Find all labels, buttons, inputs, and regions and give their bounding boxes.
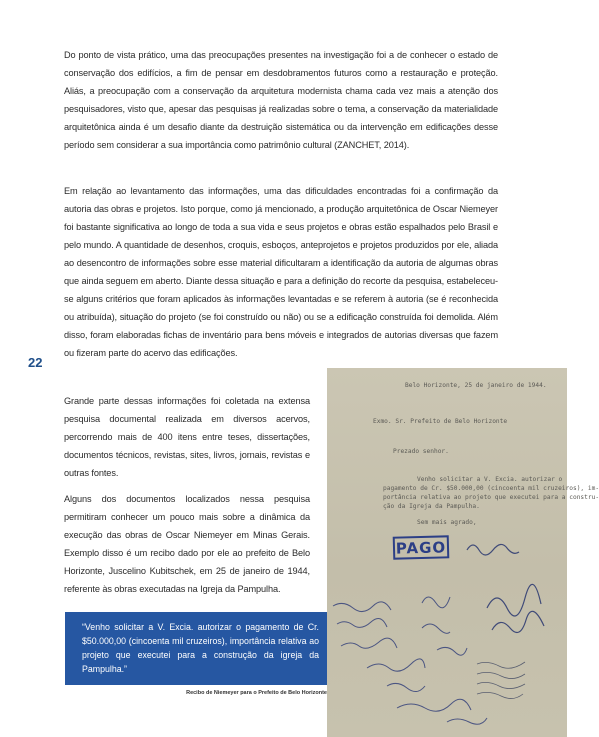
typed-line: Belo Horizonte, 25 de janeiro de 1944. bbox=[405, 382, 547, 389]
typed-line: pagamento de Cr. $50.000,00 (cincoenta mil cruzeiros), im- bbox=[383, 485, 599, 492]
typed-line: Prezado senhor. bbox=[393, 448, 449, 455]
typed-line: Exmo. Sr. Prefeito de Belo Horizonte bbox=[373, 418, 508, 425]
body-paragraph-1: Do ponto de vista prático, uma das preocupações presentes na investigação foi a de conhecer o estado de conservação dos edifícios, a fim de pensar em desdobramentos futuros como a restauração e proteção. Aliás, a preocupação com a conservação da arquitetura modernista chama cada vez mais a atenção dos pesquisadores, visto que, apesar das pesquisas já realizadas sobre o tema, a conservação da materialidade arquitetônica ainda é um desafio diante da destruição sistemática ou da intervenção em edificações desse período sem considerar a sua importância como patrimônio cultural (ZANCHET, 2014). bbox=[64, 50, 498, 150]
receipt-document-photo bbox=[327, 368, 599, 737]
body-paragraph-2: Em relação ao levantamento das informações, uma das dificuldades encontradas foi a confirmação da autoria das obras e projetos. Isto porque, como já mencionado, a produção arquitetônica de Oscar Niemeyer foi bastante significativa ao longo de toda a sua vida e seus projetos e obras estão espalhados pelo Brasil e pelo mundo. A quantidade de desenhos, croquis, esboços, anteprojetos e projetos produzidos por ele, aliada ao desencontro de informações sobre esse material dificultaram a identificação da autoria de algumas obras que ainda seguem em aberto. Diante dessa situação e para a definição do recorte da pesquisa, estabeleceu-se alguns critérios que foram aplicados às informações levantadas e se referem à autoria (se é reconhecida ou atribuída), situação do projeto (se foi construído ou não) ou se a edificação construída foi demolida. Além disso, foram elaboradas fichas de inventário para bens móveis e integrados de autorias diversas que fazem ou fizeram parte do acervo das edificações. bbox=[64, 186, 498, 358]
signature-scribbles bbox=[327, 368, 567, 737]
page-number: 22 bbox=[28, 355, 43, 370]
typed-line: Venho solicitar a V. Excia. autorizar o bbox=[417, 476, 563, 483]
pull-quote-text: “Venho solicitar a V. Excia. autorizar o pagamento de Cr. $50.000,00 (cincoenta mil cruzeiros), importância relativa ao projeto que executei para a construção da igreja da Pampulha.” bbox=[82, 622, 319, 674]
typed-line: ção da Igreja da Pampulha. bbox=[383, 503, 480, 510]
typed-line: portância relativa ao projeto que executei para a constru- bbox=[383, 494, 599, 501]
pago-stamp: PAGO bbox=[393, 535, 450, 559]
pull-quote-box bbox=[65, 612, 327, 685]
typed-line: Sem mais agrado, bbox=[417, 519, 477, 526]
image-caption: Recibo de Niemeyer para o Prefeito de Belo Horizonte bbox=[186, 690, 327, 696]
body-paragraph-4: Alguns dos documentos localizados nessa pesquisa permitiram conhecer um pouco mais sobre a dinâmica da execução das obras de Oscar Niemeyer em Minas Gerais. Exemplo disso é um recibo dado por ele ao prefeito de Belo Horizonte, Juscelino Kubitschek, em 25 de janeiro de 1944, referente às obras executadas na Igreja da Pampulha. bbox=[64, 494, 310, 594]
body-paragraph-3: Grande parte dessas informações foi coletada na extensa pesquisa documental realizada em diversos acervos, percorrendo mais de 400 itens entre teses, dissertações, documentos técnicos, revistas, sites, livros, jornais, revistas e outras fontes. bbox=[64, 396, 310, 478]
